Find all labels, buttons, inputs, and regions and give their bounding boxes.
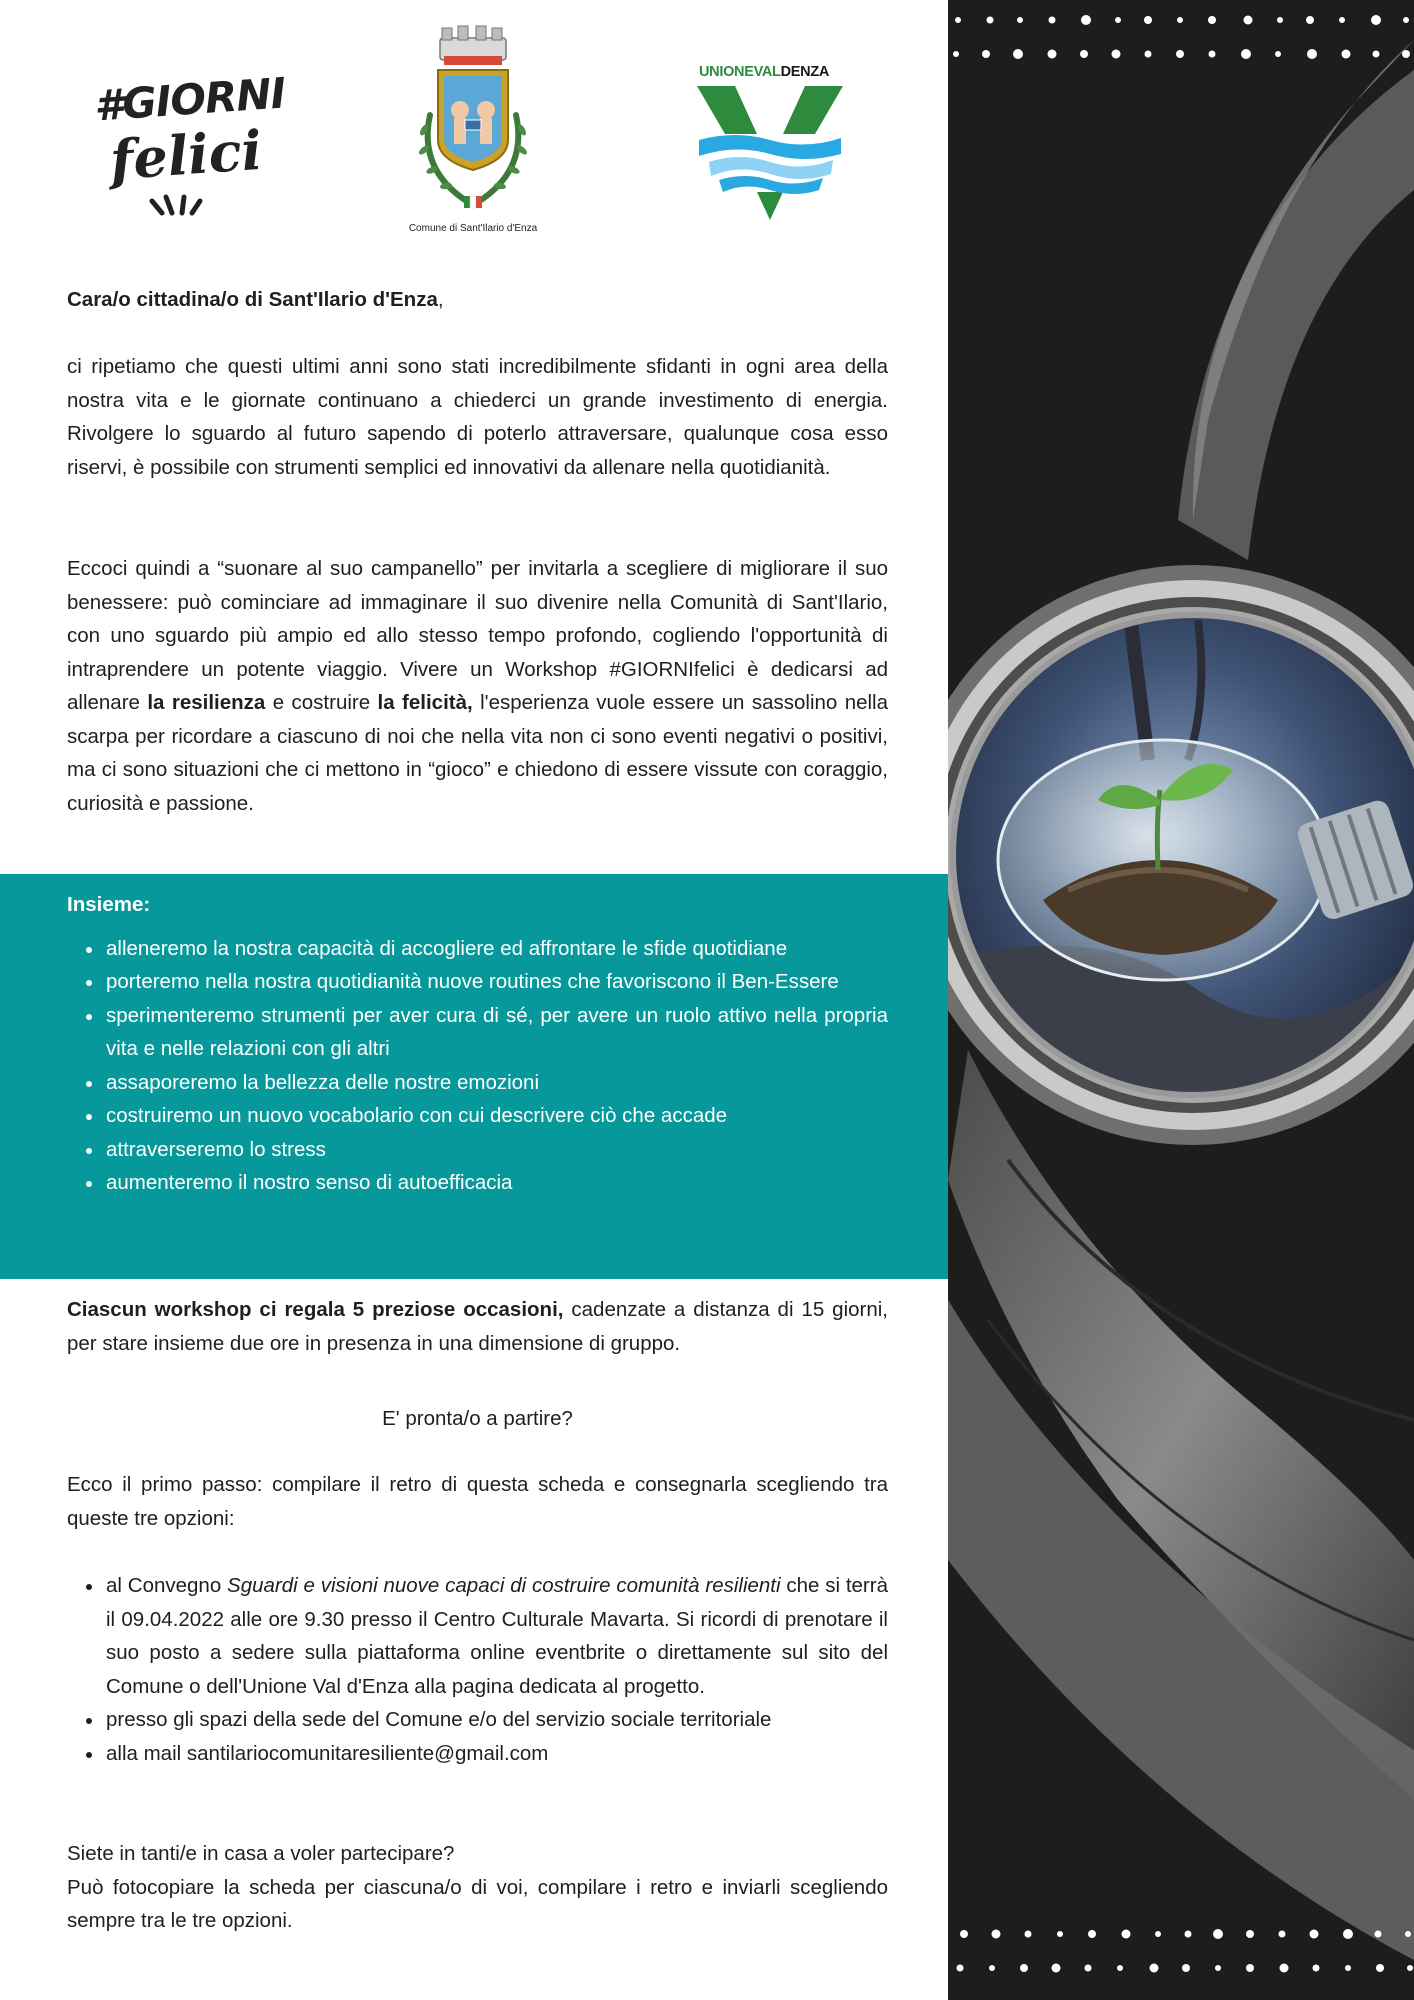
unione-logo-part2: VAL (753, 64, 781, 80)
option-comune: presso gli spazi della sede del Comune e/o del servizio sociale territoriale (106, 1703, 888, 1737)
invitation-bold-resilienza: la resilienza (147, 691, 266, 714)
option-convegno-title: Sguardi e visioni nuove capaci di costruire comunità resilienti (227, 1574, 781, 1597)
unione-logo-part3: DENZA (780, 64, 830, 80)
greeting-tail: , (437, 288, 444, 311)
v-waves-icon (695, 82, 845, 232)
option-convegno-b: che si terrà il 09.04.2022 alle ore 9.30 presso il Centro Culturale Mavarta. Si ricordi di prenotare il suo posto a sedere sulla piattaforma online eventbrite o direttamente sul sito del Comune o dell'Unione Val d'Enza alla pagina dedicata al progetto. (106, 1574, 888, 1698)
unione-val-denza-logo (695, 60, 845, 230)
list-item: costruiremo un nuovo vocabolario con cui descrivere ciò che accade (106, 1099, 888, 1133)
insieme-title: Insieme: (67, 893, 151, 916)
closing-line1: Siete in tanti/e in casa a voler partecipare? (67, 1842, 455, 1865)
coat-of-arms-icon (398, 20, 548, 220)
dots-pattern-bottom (948, 1916, 1414, 1986)
hand-holding-lens-photo (948, 0, 1414, 2000)
list-item: porteremo nella nostra quotidianità nuove routines che favoriscono il Ben-Essere (106, 965, 888, 999)
workshop-rest: cadenzate a distanza di 15 giorni, per stare insieme due ore in presenza in una dimensione di gruppo. (67, 1298, 888, 1355)
option-convegno (106, 1569, 888, 1703)
option-email[interactable]: alla mail santilariocomunitaresiliente@gmail.com (106, 1737, 888, 1771)
workshop-bold: Ciascun workshop ci regala 5 preziose occasioni, (67, 1298, 564, 1321)
list-item: sperimenteremo strumenti per aver cura di sé, per avere un ruolo attivo nella propria vita e nelle relazioni con gli altri (106, 999, 888, 1066)
option-convegno-a: al Convegno (106, 1574, 228, 1597)
comune-logo-caption: Comune di Sant'Ilario d'Enza (408, 223, 538, 234)
ready-question: E' pronta/o a partire? (382, 1407, 573, 1430)
photo-panel (948, 0, 1414, 2000)
insieme-list (67, 932, 888, 1200)
invitation-text-c: e costruire (265, 691, 378, 714)
closing-line2: Può fotocopiare la scheda per ciascuna/o di voi, compilare i retro e inviarli scegliendo sempre tra le tre opzioni. (67, 1875, 888, 1932)
invitation-paragraph (67, 552, 888, 820)
list-item: attraverseremo lo stress (106, 1133, 888, 1167)
intro-paragraph: ci ripetiamo che questi ultimi anni sono stati incredibilmente sfidanti in ogni area della nostra vita e le giornate continuano a chiederci un grande investimento di energia. Rivolgere lo sguardo al futuro sapendo di poterlo attraversare, qualunque cosa esso riservi, è possibile con strumenti semplici ed innovativi da allenare nella quotidianità. (67, 355, 888, 479)
giorni-felici-logo-line1: #GIORNI (92, 68, 287, 131)
comune-coat-of-arms-logo (398, 20, 548, 240)
logo-row (0, 20, 948, 245)
giorni-felici-logo-line2: felici (107, 117, 265, 193)
unione-logo-text (699, 64, 829, 80)
smile-rays-icon (148, 193, 208, 223)
insieme-section (0, 874, 948, 1279)
options-list (67, 1569, 888, 1770)
list-item: alleneremo la nostra capacità di accogliere ed affrontare le sfide quotidiane (106, 932, 888, 966)
dots-pattern-top (948, 8, 1414, 78)
invitation-bold-felicita: la felicità, (377, 691, 473, 714)
first-step-paragraph: Ecco il primo passo: compilare il retro di questa scheda e consegnarla scegliendo tra queste tre opzioni: (67, 1473, 888, 1530)
giorni-felici-logo (88, 65, 287, 235)
insieme-content (67, 888, 888, 1200)
invitation-text-a: Eccoci quindi a “suonare al suo campanello” per invitarla a scegliere di migliorare il suo benessere: può cominciare ad immaginare il suo divenire nella Comunità di Sant'Ilario, con uno sguardo più ampio ed allo stesso tempo profondo, cogliendo l'opportunità di intraprendere un potente viaggio. Vivere un Workshop #GIORNIfelici è dedicarsi ad allenare (67, 557, 888, 714)
unione-logo-part1: UNIONE (699, 64, 754, 80)
greeting-bold: Cara/o cittadina/o di Sant'Ilario d'Enza (67, 288, 438, 311)
invitation-text-d: l'esperienza vuole essere un sassolino nella scarpa per ricordare a ciascuno di noi che nella vita non ci sono eventi negativi o positivi, ma ci sono situazioni che ci mettono in “gioco” e chiedono di essere vissute con coraggio, curiosità e passione. (67, 691, 889, 815)
workshop-paragraph (67, 1293, 888, 1360)
greeting (67, 283, 888, 317)
options-block (67, 1569, 888, 1770)
closing-block (67, 1837, 888, 1938)
list-item: assaporeremo la bellezza delle nostre emozioni (106, 1066, 888, 1100)
list-item: aumenteremo il nostro senso di autoefficacia (106, 1166, 888, 1200)
